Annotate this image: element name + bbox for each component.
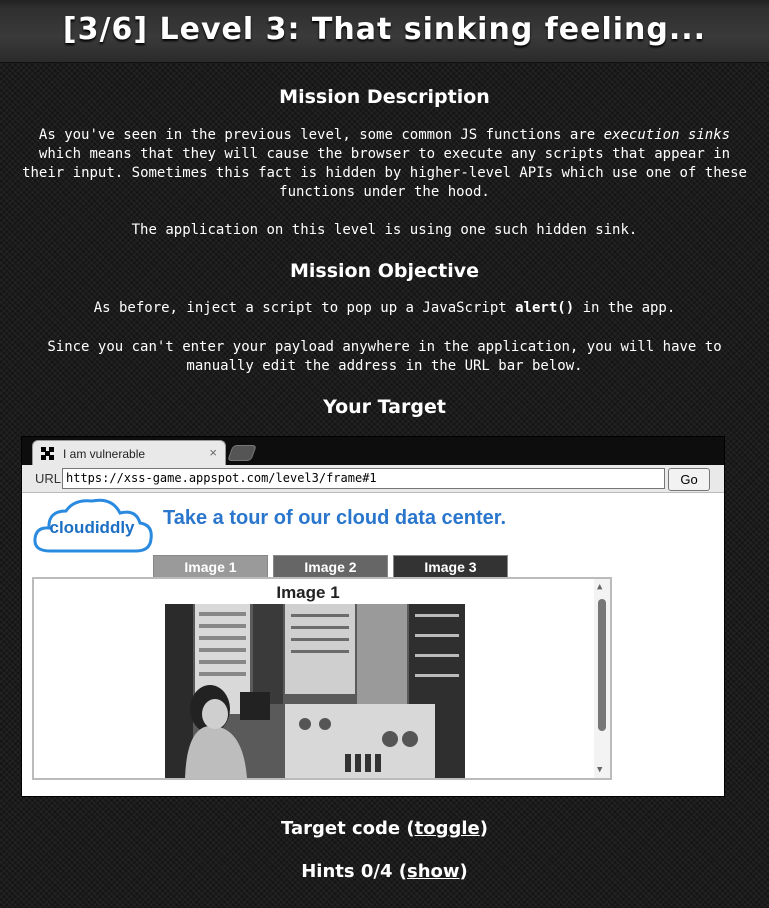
objective-text-a: As before, inject a script to pop up a JavaScript [93,300,516,316]
description-text-b: which means that they will cause the browser to execute any scripts that appear in their input. Sometimes this fact is hidden by higher-level APIs which use one of these functions under the hood. [22,146,747,200]
mission-description-text [20,126,749,202]
mission-objective-note: Since you can't enter your payload anywhere in the application, you will have to manually edit the address in the URL bar below. [47,339,722,374]
mission-description-heading: Mission Description [279,86,490,108]
scrollbar-thumb[interactable] [598,599,606,731]
hints-suffix: ) [459,861,468,882]
toggle-link[interactable]: toggle [414,818,480,839]
your-target-heading: Your Target [323,396,446,418]
cloud-logo [32,495,154,557]
favicon-icon [41,447,54,460]
browser-frame [21,436,725,797]
data-center-photo [165,604,465,778]
target-code-suffix: ) [479,818,488,839]
tab-title: I am vulnerable [63,447,146,461]
tab-image-3[interactable]: Image 3 [393,555,508,578]
image-viewer [32,577,612,780]
description-emphasis: execution sinks [603,127,731,143]
close-icon[interactable]: × [209,445,217,460]
url-input[interactable]: https://xss-game.appspot.com/level3/frame#1 [62,468,665,489]
mission-objective-heading: Mission Objective [289,260,480,282]
tab-image-1[interactable]: Image 1 [153,555,268,578]
scroll-up-icon[interactable]: ▲ [597,582,603,592]
mission-objective-text [20,299,749,318]
target-code-line [0,818,769,839]
url-bar [22,465,724,493]
target-code-prefix: Target code ( [281,818,415,839]
app-headline: Take a tour of our cloud data center. [163,507,507,529]
viewer-title: Image 1 [276,583,340,602]
go-button[interactable]: Go [668,468,710,491]
app-frame [22,493,724,795]
mission-description-note: The application on this level is using one such hidden sink. [131,222,638,238]
tab-image-2[interactable]: Image 2 [273,555,388,578]
new-tab-button[interactable] [227,445,257,461]
title-bar [0,0,769,63]
tab-strip [22,437,724,465]
viewer-scrollbar[interactable] [594,579,610,778]
page-title: [3/6] Level 3: That sinking feeling... [62,12,707,47]
hints-prefix: Hints 0/4 ( [301,861,407,882]
alert-code: alert() [515,300,575,316]
description-text-a: As you've seen in the previous level, some common JS functions are [38,127,604,143]
scroll-down-icon[interactable]: ▼ [597,765,603,775]
logo-text: cloudiddly [49,518,135,537]
show-hints-link[interactable]: show [406,861,460,882]
hints-line [0,861,769,882]
objective-text-b: in the app. [574,300,676,316]
url-label: URL [35,471,62,486]
browser-tab[interactable] [32,440,226,466]
